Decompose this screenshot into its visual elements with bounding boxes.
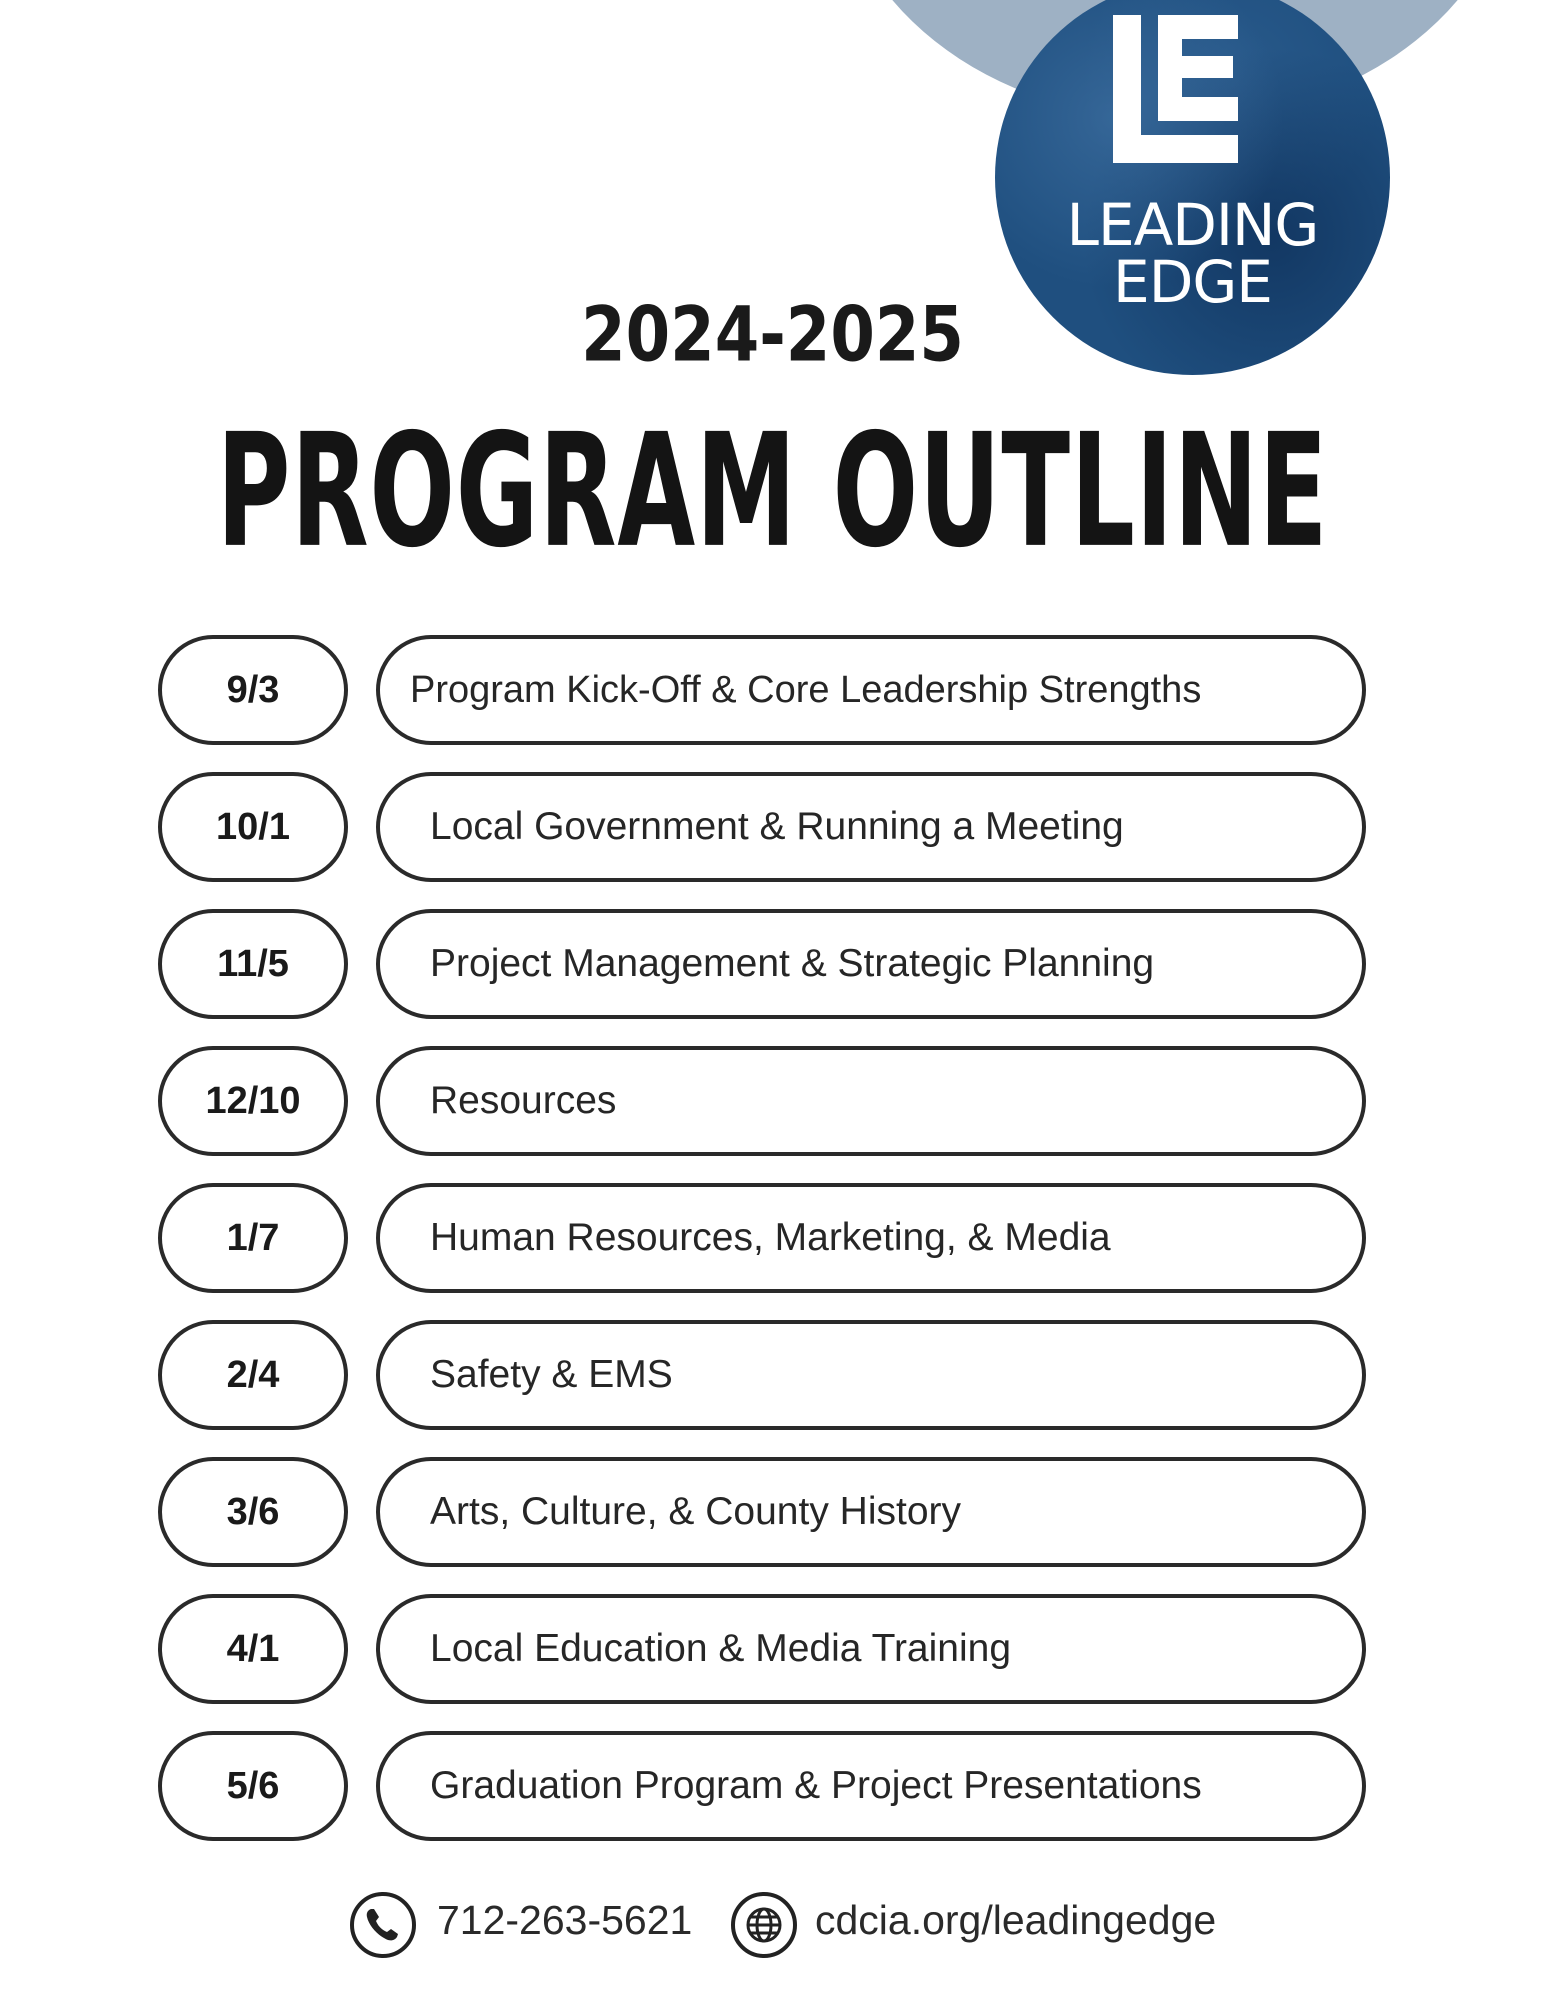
schedule-row xyxy=(0,1594,1545,1704)
session-topic: Arts, Culture, & County History xyxy=(376,1457,1366,1567)
logo-line-1: LEADING xyxy=(1066,191,1319,259)
schedule-row xyxy=(0,1183,1545,1293)
phone-number: 712-263-5621 xyxy=(437,1897,693,1943)
session-topic: Local Government & Running a Meeting xyxy=(376,772,1366,882)
session-topic: Program Kick-Off & Core Leadership Strengths xyxy=(376,635,1366,745)
session-topic: Local Education & Media Training xyxy=(376,1594,1366,1704)
session-topic: Human Resources, Marketing, & Media xyxy=(376,1183,1366,1293)
session-date: 1/7 xyxy=(158,1183,348,1293)
logo-line-2: EDGE xyxy=(1113,248,1272,316)
session-date: 10/1 xyxy=(158,772,348,882)
schedule-row xyxy=(0,909,1545,1019)
contact-footer xyxy=(0,1885,1545,1965)
session-date: 12/10 xyxy=(158,1046,348,1156)
schedule-row xyxy=(0,1731,1545,1841)
schedule-row xyxy=(0,772,1545,882)
session-topic: Project Management & Strategic Planning xyxy=(376,909,1366,1019)
program-year: 2024-2025 xyxy=(581,292,964,380)
session-topic: Graduation Program & Project Presentations xyxy=(376,1731,1366,1841)
schedule-row xyxy=(0,1457,1545,1567)
session-date: 9/3 xyxy=(158,635,348,745)
session-date: 2/4 xyxy=(158,1320,348,1430)
session-topic: Resources xyxy=(376,1046,1366,1156)
schedule-row xyxy=(0,635,1545,745)
website-link[interactable]: cdcia.org/leadingedge xyxy=(815,1897,1217,1943)
session-date: 11/5 xyxy=(158,909,348,1019)
globe-icon xyxy=(731,1892,797,1958)
schedule-row xyxy=(0,1046,1545,1156)
page-title: PROGRAM OUTLINE xyxy=(216,401,1329,583)
schedule-row xyxy=(0,1320,1545,1430)
phone-icon xyxy=(350,1892,416,1958)
session-date: 3/6 xyxy=(158,1457,348,1567)
session-date: 5/6 xyxy=(158,1731,348,1841)
session-date: 4/1 xyxy=(158,1594,348,1704)
session-topic: Safety & EMS xyxy=(376,1320,1366,1430)
